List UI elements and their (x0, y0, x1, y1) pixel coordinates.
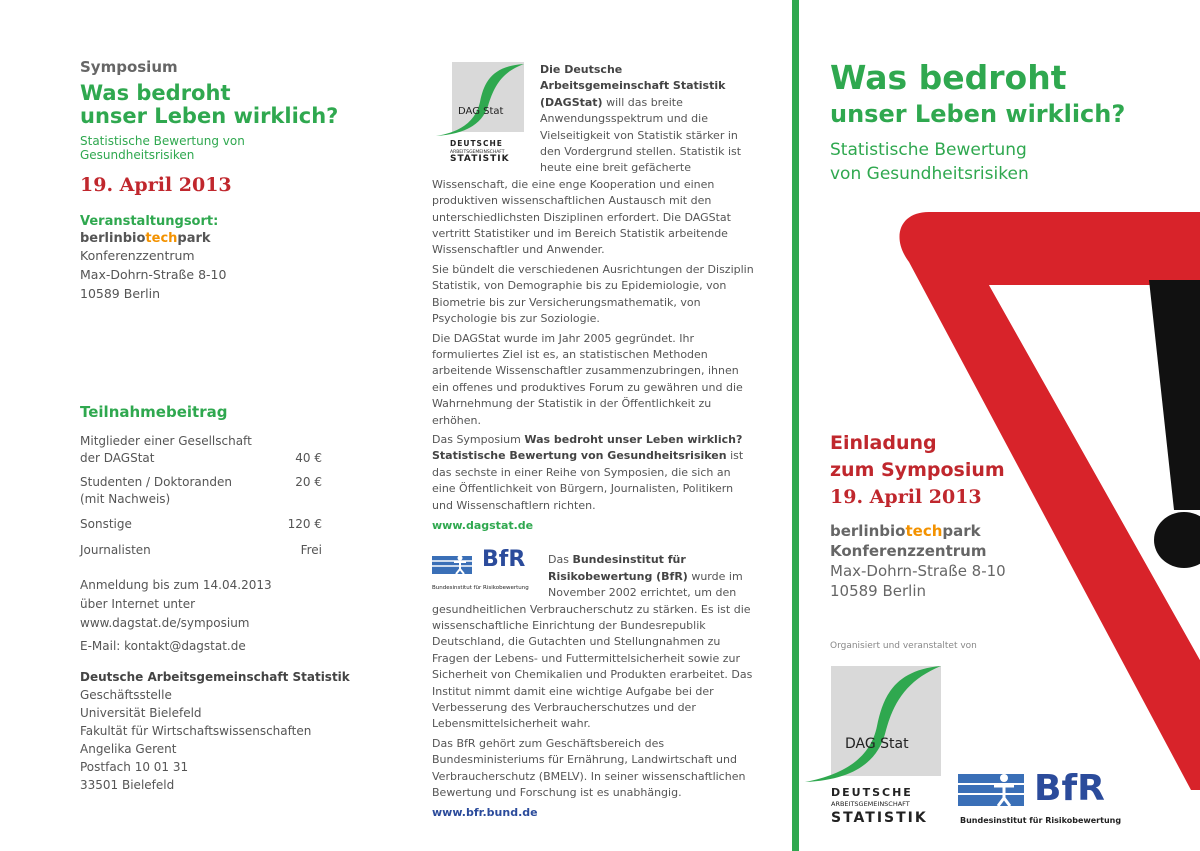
bfr-name-large: BfR (1034, 768, 1105, 809)
org-name: Deutsche Arbeitsgemeinschaft Statistik (80, 670, 350, 684)
venue-brand-c: park (177, 231, 211, 246)
middle-panel (432, 62, 754, 822)
fee-row (80, 542, 322, 559)
invitation (830, 430, 1005, 511)
cover-brand-b: tech (905, 522, 943, 540)
bfr-caption: Bundesinstitut für Risikobewertung (432, 585, 529, 592)
organizer-address (80, 668, 350, 794)
bfr-rest: wurde im November 2002 errichtet, um den gesundheitlichen Verbraucherschutz zu stärken. Es ist die wissenschaftliche Einrichtung der Bundesrepublik Deutschland, die Gutachten und Stellungnahmen zu Fragen der Lebens- und Futtermittelsicherheit sowie zur Sicherheit von Chemikalien und Produkten erarbeitet. Das Institut nimmt damit eine wichtige Aufgabe bei der Verbesserung des Verbraucherschutzes und der Lebensmittelsicherheit wahr. (432, 569, 753, 731)
bfr-figure-large-icon (958, 770, 1028, 810)
registration-info (80, 576, 272, 656)
reg-email[interactable]: E-Mail: kontakt@dagstat.de (80, 639, 246, 653)
bfr-pre: Das (548, 553, 573, 567)
dag-intro-rest: will das breite Anwendungsspektrum und die Vielseitigkeit von Statistik stärker in den Vordergrund stellen. Statistik ist heute eine breit gefächerte Wissenschaft, die eine enge Kooperation und einen produktiven wissenschaftlichen Austausch mit den unterschiedlichsten Disziplinen erfordert. Die DAGStat vertritt Statistiker und im Bereich Statistik arbeitende Wissenschaftler und Anwender. (432, 95, 742, 257)
venue-brand-b: tech (145, 231, 178, 246)
inv-line2: zum Symposium (830, 459, 1005, 481)
org-line: Angelika Gerent (80, 742, 177, 756)
venue-heading: Veranstaltungsort: (80, 214, 219, 229)
fee-label1: Sonstige (80, 517, 132, 531)
org-line: Postfach 10 01 31 (80, 760, 189, 774)
venue-line1: Konferenzzentrum (80, 248, 195, 263)
dag-intro-bold: Die Deutsche Arbeitsgemeinschaft Statistik (DAGStat) (540, 63, 726, 109)
cover-venue (830, 521, 1006, 601)
dagstat-swoosh-icon (432, 62, 532, 142)
fee-value: Frei (300, 543, 322, 557)
dagstat-logo-large (803, 664, 943, 832)
dag-short-b-large: Stat (880, 736, 909, 752)
fee-label1: Studenten / Doktoranden (80, 475, 232, 489)
subtitle: Statistische Bewertung von Gesundheitsrisiken (80, 134, 245, 162)
dagstat-swoosh-large-icon (803, 664, 943, 789)
p4-pre: Das Symposium (432, 432, 525, 446)
venue-brand-a: berlinbio (80, 231, 146, 246)
p4-bold: Was bedroht unser Leben wirklich? Statistische Bewertung von Gesundheitsrisiken (432, 432, 743, 463)
left-panel (80, 58, 340, 303)
org-line: Geschäftsstelle (80, 688, 172, 702)
inv-date: 19. April 2013 (830, 486, 982, 508)
organized-by: Organisiert und veranstaltet von (830, 641, 977, 651)
fee-value: 20 € (295, 475, 322, 489)
cover-sub-line2: von Gesundheitsrisiken (830, 164, 1029, 184)
venue-line2: Max-Dohrn-Straße 8-10 (80, 267, 227, 282)
fee-label2: der DAGStat (80, 451, 155, 465)
reg-line2: über Internet unter (80, 597, 196, 611)
dagstat-short (458, 104, 503, 120)
bfr-bold: Bundesinstitut für Risikobewertung (BfR) (548, 553, 688, 583)
reg-url[interactable]: www.dagstat.de/symposium (80, 616, 250, 630)
dagstat-link[interactable]: www.dagstat.de (432, 518, 534, 532)
org-line: 33501 Bielefeld (80, 778, 175, 792)
fee-value: 120 € (287, 517, 322, 531)
dag-line3-large: STATISTIK (831, 810, 928, 826)
reg-line1: Anmeldung bis zum 14.04.2013 (80, 578, 272, 592)
cover-title-line2: unser Leben wirklich? (830, 100, 1126, 128)
cover-brand-a: berlinbio (830, 522, 906, 540)
dag-p3: Die DAGStat wurde im Jahr 2005 gegründet. Ihr formuliertes Ziel ist es, an statistischen Methoden arbeitende Wissenschaftler zusammenzubringen, ihnen ein offenes und produktives Forum zu gewähren und die Wahrnehmung der Statistik in der Öffentlichkeit zu erhöhen. (432, 331, 743, 427)
title-line2: unser Leben wirklich? (80, 104, 339, 128)
fee-label1: Mitglieder einer Gesellschaft (80, 434, 252, 448)
dag-line1: DEUTSCHE (450, 139, 503, 148)
dagstat-short-large (845, 736, 909, 752)
dag-short-b: Stat (483, 106, 504, 117)
fee-heading: Teilnahmebeitrag (80, 403, 228, 421)
fee-row (80, 474, 322, 508)
dagstat-logo-small (432, 62, 532, 164)
kicker: Symposium (80, 58, 178, 76)
cover-venue-line3: 10589 Berlin (830, 582, 927, 600)
fold-divider (792, 0, 799, 851)
cover-venue-brand (830, 521, 1006, 541)
bfr-link[interactable]: www.bfr.bund.de (432, 806, 538, 820)
cover-subtitle (830, 138, 1029, 186)
bfr-caption-large: Bundesinstitut für Risikobewertung (960, 816, 1122, 825)
bfr-logo-large (958, 770, 1128, 830)
title-line1: Was bedroht (80, 81, 231, 105)
cover-title-line1: Was bedroht (830, 58, 1067, 97)
dag-line1-large: DEUTSCHE (831, 786, 913, 799)
venue-line3: 10589 Berlin (80, 286, 161, 301)
dag-short-a: DAG (458, 106, 480, 117)
fee-row (80, 433, 322, 467)
cover-brand-c: park (942, 522, 981, 540)
fee-label2: (mit Nachweis) (80, 492, 171, 506)
bfr-logo-small (432, 547, 540, 592)
dag-line2: ARBEITSGEMEINSCHAFT (450, 150, 505, 155)
org-line: Universität Bielefeld (80, 706, 202, 720)
org-line: Fakultät für Wirtschaftswissenschaften (80, 724, 312, 738)
fee-value: 40 € (295, 451, 322, 465)
venue-brand (80, 231, 340, 246)
dag-p4 (432, 432, 754, 514)
cover-venue-line1: Konferenzzentrum (830, 542, 987, 560)
cover-sub-line1: Statistische Bewertung (830, 140, 1027, 160)
p4-post: ist das sechste in einer Reihe von Symposien, die sich an eine Öffentlichkeit von Bürgern, Journalisten, Politikern und Wissenschaftlern richten. (432, 449, 744, 512)
event-date: 19. April 2013 (80, 174, 232, 196)
dag-short-a-large: DAG (845, 736, 876, 752)
fee-row (80, 516, 322, 533)
inv-line1: Einladung (830, 432, 937, 454)
bfr-name: BfR (482, 547, 526, 573)
fee-label1: Journalisten (80, 543, 151, 557)
cover-venue-line2: Max-Dohrn-Straße 8-10 (830, 562, 1006, 580)
bfr-p2: Das BfR gehört zum Geschäftsbereich des Bundesministeriums für Ernährung, Landwirtschaft und Verbraucherschutz (BMELV). In seiner wissenschaftlichen Bewertung und Forschung ist es unabhängig. (432, 736, 746, 800)
dag-p2: Sie bündelt die verschiedenen Ausrichtungen der Disziplin Statistik, von Demographie bis zu Epidemiologie, von Biometrie bis zur Versicherungsmathematik, von Psychologie bis zur Soziologie. (432, 262, 754, 326)
dag-line3: STATISTIK (450, 154, 510, 164)
dag-line2-large: ARBEITSGEMEINSCHAFT (831, 800, 910, 808)
